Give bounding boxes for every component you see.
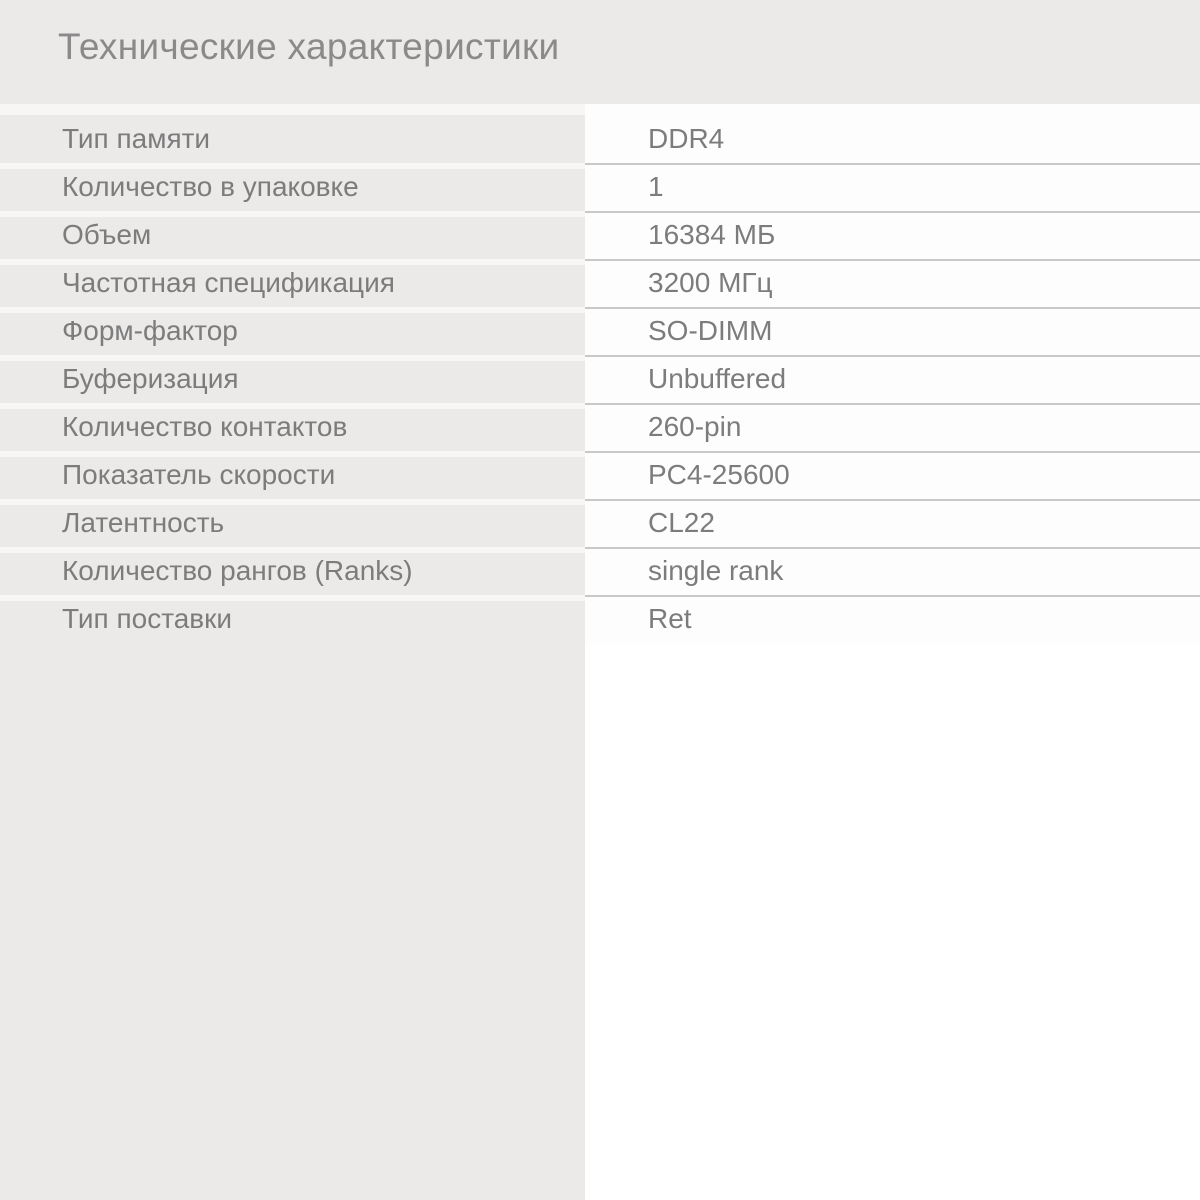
spec-label: Объем [0, 211, 585, 259]
spec-row-pin-count [0, 403, 1200, 451]
bottom-filler [0, 643, 1200, 1200]
spec-value: 3200 МГц [585, 259, 1200, 307]
right-column-extension [585, 643, 1200, 1200]
spacer-right [585, 104, 1200, 115]
spec-row-rank-count [0, 547, 1200, 595]
spec-label: Количество контактов [0, 403, 585, 451]
spec-label: Показатель скорости [0, 451, 585, 499]
spec-row-delivery-type [0, 595, 1200, 643]
spec-label: Тип поставки [0, 595, 585, 643]
spec-row-quantity-per-pack [0, 163, 1200, 211]
spec-value: PC4-25600 [585, 451, 1200, 499]
spec-label: Количество рангов (Ranks) [0, 547, 585, 595]
spec-row-frequency-spec [0, 259, 1200, 307]
left-column-extension [0, 643, 585, 1200]
spec-value: CL22 [585, 499, 1200, 547]
spec-value: Ret [585, 595, 1200, 643]
spec-row-buffering [0, 355, 1200, 403]
spec-label: Латентность [0, 499, 585, 547]
spec-value: 16384 МБ [585, 211, 1200, 259]
spec-value: 1 [585, 163, 1200, 211]
table-top-spacer [0, 104, 1200, 115]
spec-value: DDR4 [585, 115, 1200, 163]
spec-row-latency [0, 499, 1200, 547]
spec-table [0, 115, 1200, 643]
spec-label: Тип памяти [0, 115, 585, 163]
spacer-left [0, 104, 585, 115]
spec-value: 260-pin [585, 403, 1200, 451]
spec-label: Частотная спецификация [0, 259, 585, 307]
spec-value: Unbuffered [585, 355, 1200, 403]
section-title: Технические характеристики [58, 26, 560, 67]
spec-row-form-factor [0, 307, 1200, 355]
spec-row-capacity [0, 211, 1200, 259]
spec-label: Форм-фактор [0, 307, 585, 355]
spec-row-memory-type [0, 115, 1200, 163]
spec-label: Количество в упаковке [0, 163, 585, 211]
specs-header [0, 0, 1200, 104]
spec-value: single rank [585, 547, 1200, 595]
spec-row-speed-rating [0, 451, 1200, 499]
spec-value: SO-DIMM [585, 307, 1200, 355]
spec-label: Буферизация [0, 355, 585, 403]
